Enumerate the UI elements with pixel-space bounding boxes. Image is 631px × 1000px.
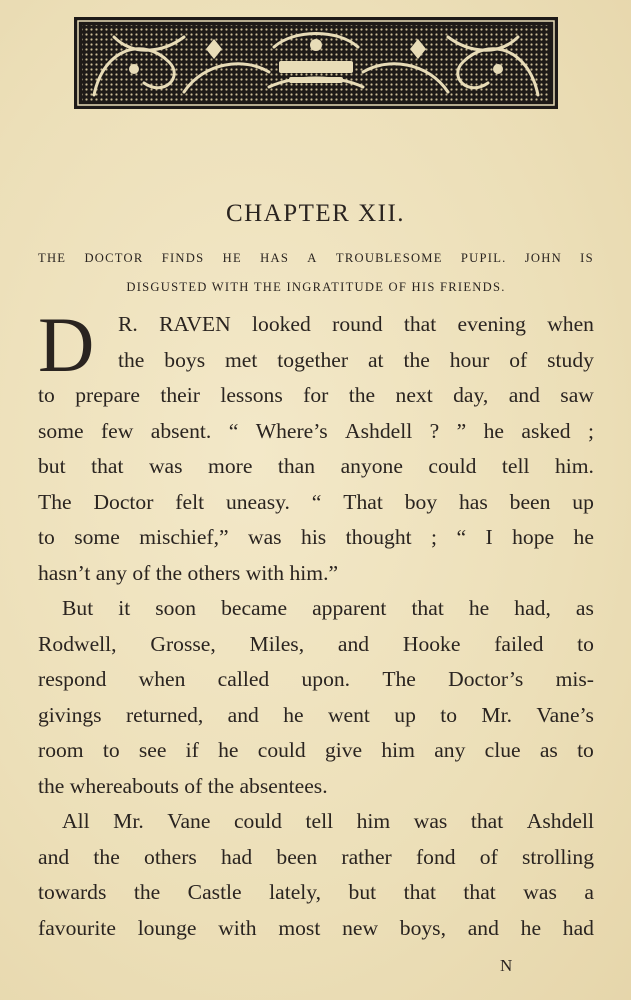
text-line: to prepare their lessons for the next day, and saw [38,383,594,407]
synopsis-word: PUPIL. [460,251,507,265]
synopsis-word: HE [222,251,242,265]
text-line: to some mischief,” was his thought ; “ I hope he [38,525,594,549]
synopsis-word: JOHN [524,251,562,265]
chapter-headpiece-ornament [74,17,558,109]
text-line: the whereabouts of the absentees. [38,773,328,798]
drop-cap: D [38,301,95,388]
chapter-body-text [38,301,594,946]
synopsis-line-2: DISGUSTED WITH THE INGRATITUDE OF HIS FRIENDS. [126,280,506,294]
text-line: towards the Castle lately, but that that was a [38,880,594,904]
text-line: room to see if he could give him any clue as to [38,738,594,762]
synopsis-word: HAS [260,251,290,265]
text-line: favourite lounge with most new boys, and he had [38,915,594,940]
text-line: some few absent. “ Where’s Ashdell ? ” he asked ; [38,418,594,443]
signature-mark: N [500,956,514,975]
text-line: the boys met together at the hour of study [118,347,594,372]
text-line: R. RAVEN looked round that evening when [118,312,594,336]
chapter-title: CHAPTER XII. [225,200,406,227]
text-line: The Doctor felt uneasy. “ That boy has been up [38,489,594,514]
text-line: respond when called upon. The Doctor’s mis- [38,667,594,691]
text-line: and the others had been rather fond of strolling [38,844,594,869]
synopsis-word: A [307,251,318,265]
text-line: Rodwell, Grosse, Miles, and Hooke failed to [38,631,594,656]
text-line: hasn’t any of the others with him.” [38,560,339,585]
synopsis-word: FINDS [161,251,205,265]
text-line: but that was more than anyone could tell him. [38,454,594,478]
text-line: All Mr. Vane could tell him was that Ashdell [62,809,594,833]
synopsis-line-1 [38,244,594,273]
synopsis-word: THE [38,251,67,265]
chapter-synopsis [38,244,594,302]
text-line: givings returned, and he went up to Mr. Vane’s [38,702,594,727]
synopsis-word: IS [580,251,594,265]
text-line: But it soon became apparent that he had, as [62,596,594,620]
synopsis-word: DOCTOR [84,251,144,265]
synopsis-word: TROUBLESOME [335,251,443,265]
